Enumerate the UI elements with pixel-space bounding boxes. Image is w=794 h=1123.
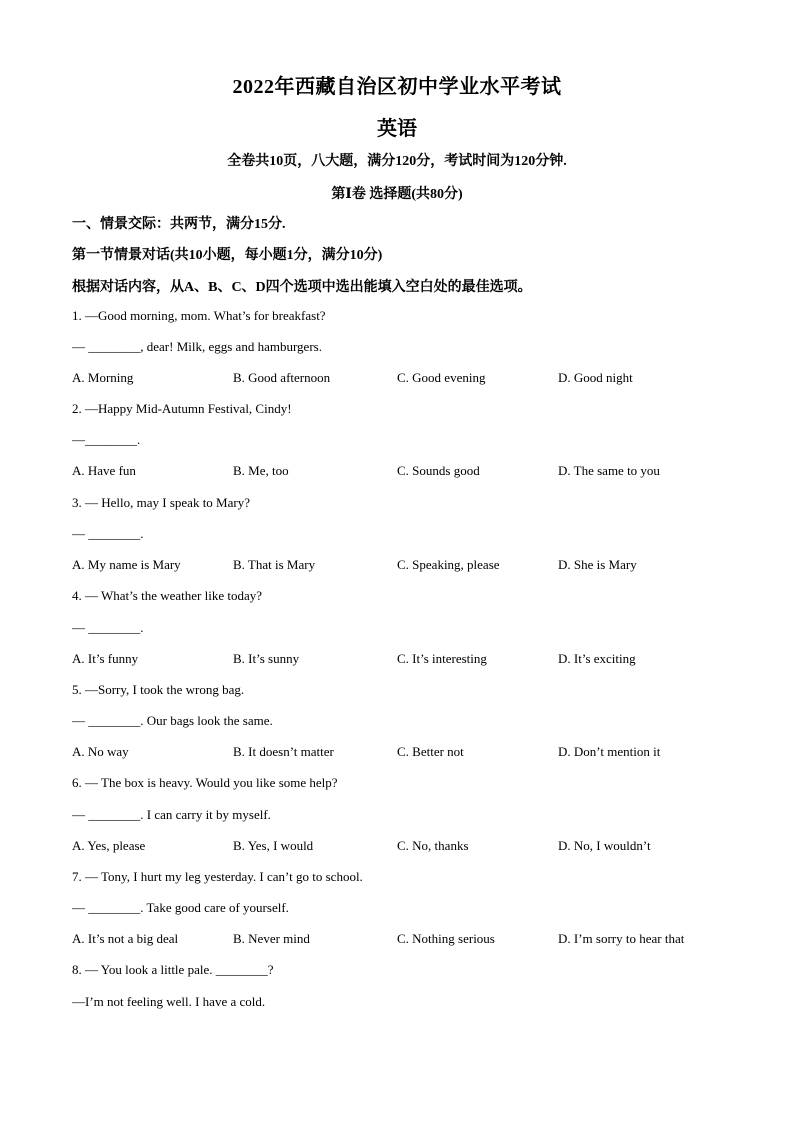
- question-6-response: — ________. I can carry it by myself.: [72, 807, 271, 822]
- question-2-response: —________.: [72, 432, 141, 447]
- option-c: C. Speaking, please: [397, 557, 500, 572]
- option-b: B. Me, too: [233, 463, 289, 478]
- question-5-prompt: 5. —Sorry, I took the wrong bag.: [72, 682, 245, 697]
- question-6-prompt: 6. — The box is heavy. Would you like some help?: [72, 775, 338, 790]
- option-c: C. Better not: [397, 744, 464, 759]
- option-c: C. It’s interesting: [397, 651, 487, 666]
- question-3-prompt: 3. — Hello, may I speak to Mary?: [72, 495, 250, 510]
- option-c: C. Sounds good: [397, 463, 480, 478]
- option-a: A. Morning: [72, 370, 134, 385]
- question-4-prompt: 4. — What’s the weather like today?: [72, 588, 263, 603]
- question-4-response: — ________.: [72, 620, 144, 635]
- option-a: A. No way: [72, 744, 129, 759]
- option-c: C. Good evening: [397, 370, 486, 385]
- question-2-options: [72, 463, 732, 481]
- option-b: B. Yes, I would: [233, 838, 314, 853]
- question-1-prompt: 1. —Good morning, mom. What’s for breakfast?: [72, 308, 326, 323]
- option-b: B. Good afternoon: [233, 370, 331, 385]
- question-7-prompt: 7. — Tony, I hurt my leg yesterday. I can’t go to school.: [72, 869, 363, 884]
- option-a: A. Have fun: [72, 463, 136, 478]
- option-d: D. Good night: [558, 370, 633, 385]
- question-3-options: [72, 557, 732, 575]
- question-1-response: — ________, dear! Milk, eggs and hamburgers.: [72, 339, 322, 354]
- question-7-response: — ________. Take good care of yourself.: [72, 900, 289, 915]
- question-7-options: [72, 931, 732, 949]
- option-d: D. No, I wouldn’t: [558, 838, 651, 853]
- option-a: A. It’s not a big deal: [72, 931, 179, 946]
- question-8-prompt: 8. — You look a little pale. ________?: [72, 962, 274, 977]
- option-b: B. Never mind: [233, 931, 310, 946]
- option-a: A. It’s funny: [72, 651, 139, 666]
- option-a: A. Yes, please: [72, 838, 146, 853]
- exam-info: 全卷共10页，八大题，满分120分，考试时间为120分钟.: [227, 154, 567, 169]
- option-c: C. Nothing serious: [397, 931, 495, 946]
- option-d: D. She is Mary: [558, 557, 637, 572]
- part-title: 第Ⅰ卷 选择题(共80分): [331, 187, 463, 202]
- option-c: C. No, thanks: [397, 838, 469, 853]
- option-d: D. Don’t mention it: [558, 744, 661, 759]
- question-8-response: —I’m not feeling well. I have a cold.: [72, 994, 266, 1009]
- question-1-options: [72, 370, 732, 388]
- option-d: D. I’m sorry to hear that: [558, 931, 685, 946]
- section-heading: 一、情景交际：共两节，满分15分.: [72, 217, 286, 232]
- exam-title: 2022年西藏自治区初中学业水平考试: [232, 76, 562, 98]
- question-5-options: [72, 744, 732, 762]
- option-b: B. That is Mary: [233, 557, 316, 572]
- question-4-options: [72, 651, 732, 669]
- exam-subject: 英语: [377, 118, 417, 140]
- option-d: D. The same to you: [558, 463, 660, 478]
- question-3-response: — ________.: [72, 526, 144, 541]
- question-2-prompt: 2. —Happy Mid-Autumn Festival, Cindy!: [72, 401, 292, 416]
- question-5-response: — ________. Our bags look the same.: [72, 713, 273, 728]
- instruction: 根据对话内容，从A、B、C、D四个选项中选出能填入空白处的最佳选项。: [72, 280, 532, 295]
- option-b: B. It’s sunny: [233, 651, 300, 666]
- option-b: B. It doesn’t matter: [233, 744, 334, 759]
- question-6-options: [72, 838, 732, 856]
- subsection-heading: 第一节情景对话(共10小题，每小题1分，满分10分): [72, 248, 383, 263]
- option-d: D. It’s exciting: [558, 651, 636, 666]
- option-a: A. My name is Mary: [72, 557, 181, 572]
